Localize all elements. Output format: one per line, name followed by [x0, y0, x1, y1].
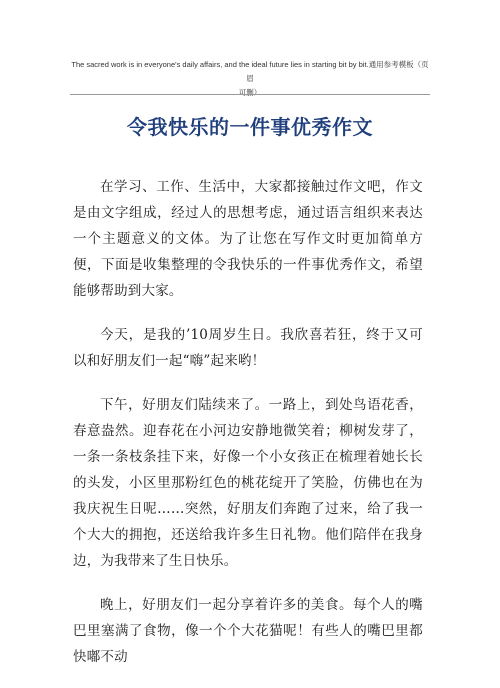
header-line-1: The sacred work is in everyone's daily affairs, and the ideal future lies in starting bit by bit.通用参考模板（页眉 — [71, 60, 429, 83]
document-title: 令我快乐的一件事优秀作文 — [127, 115, 373, 139]
document-body — [73, 174, 423, 688]
paragraph-afternoon: 下午，好朋友们陆续来了。一路上，到处鸟语花香，春意盎然。迎春花在小河边安静地微笑着；柳树发芽了，一条一条枝条挂下来，好像一个小女孩正在梳理着她长长的头发，小区里那粉红色的桃花绽开了笑脸，仿佛也在为我庆祝生日呢……突然，好朋友们奔跑了过来，给了我一个大大的拥抱，还送给我许多生日礼物。他们陪伴在我身边，为我带来了生日快乐。 — [73, 397, 423, 569]
paragraph-birthday: 今天，是我的’10周岁生日。我欣喜若狂，终于又可以和好朋友们一起“嗨”起来哟！ — [73, 327, 423, 369]
paragraph-intro: 在学习、工作、生活中，大家都接触过作文吧，作文是由文字组成，经过人的思想考虑，通过语言组织来表达一个主题意义的文体。为了让您在写作文时更加简单方便，下面是收集整理的令我快乐的一件事优秀作文，希望能够帮助到大家。 — [73, 179, 423, 299]
paragraph-evening: 晚上，好朋友们一起分享着许多的美食。每个人的嘴巴里塞满了食物，像一个个大花猫呢！有些人的嘴巴里都快嘟不动 — [73, 597, 423, 665]
header-divider — [70, 94, 430, 95]
header-line-2: 可删） — [238, 88, 262, 97]
